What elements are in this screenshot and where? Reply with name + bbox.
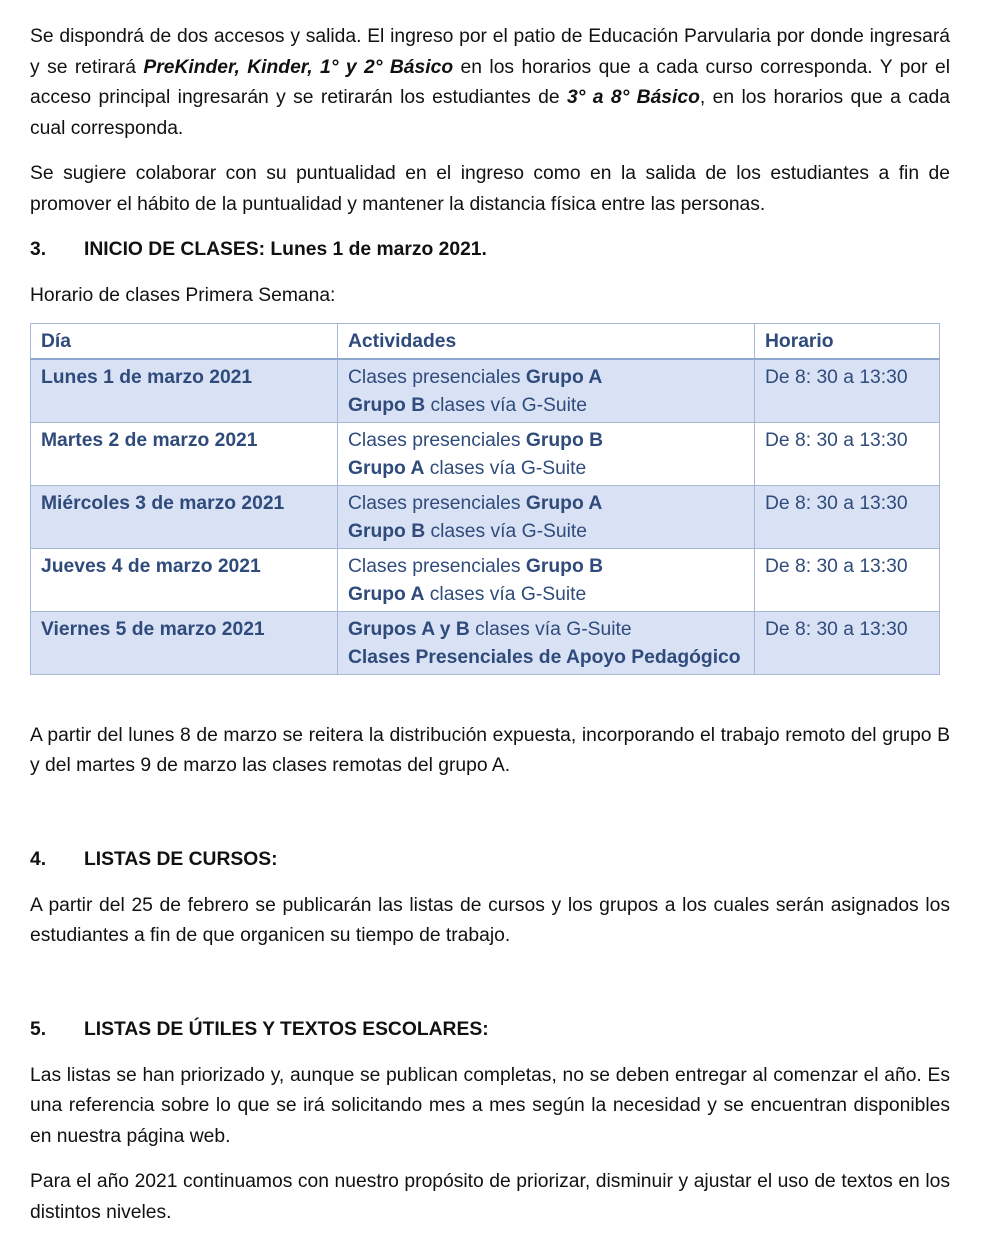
row-time: De 8: 30 a 13:30	[755, 359, 940, 423]
activity-group: Grupo A	[525, 366, 603, 388]
activity-line	[348, 553, 744, 581]
section-5-number: 5.	[30, 1018, 47, 1040]
activity-group: Grupo A	[348, 583, 425, 605]
intro-text-3: , en los horarios que a cada cual corresponda.	[30, 87, 950, 139]
intro-emphasis-levels-1: PreKinder, Kinder, 1° y 2° Básico	[143, 56, 454, 78]
activity-text: clases vía G-Suite	[469, 618, 632, 640]
row-day: Viernes 5 de marzo 2021	[31, 611, 338, 674]
intro-text-1: Se dispondrá de dos accesos y salida. El ingreso por el patio de Educación Parvularia por donde ingresará y se retirará	[30, 26, 950, 78]
section-3-number: 3.	[30, 239, 47, 260]
section-4-paragraph: A partir del 25 de febrero se publicarán las listas de cursos y los grupos a los cuales serán asignados los estudiantes a fin de que organicen su tiempo de trabajo.	[30, 894, 950, 946]
activity-group: Grupo A	[525, 492, 603, 514]
activity-line	[348, 490, 744, 518]
activity-text: Clases presenciales	[348, 492, 526, 514]
activity-group: Grupo B	[348, 394, 426, 416]
row-activities	[338, 359, 755, 423]
row-activities	[338, 548, 755, 611]
table-row	[31, 359, 940, 423]
activity-line	[348, 581, 744, 609]
header-activities: Actividades	[338, 323, 755, 359]
activity-line	[348, 616, 744, 644]
section-3-heading	[30, 235, 950, 265]
table-row	[31, 611, 940, 674]
schedule-table	[30, 323, 940, 675]
row-time: De 8: 30 a 13:30	[755, 422, 940, 485]
activity-text: clases vía G-Suite	[424, 583, 587, 605]
table-row	[31, 422, 940, 485]
row-time: De 8: 30 a 13:30	[755, 611, 940, 674]
section-5-paragraph-2: Para el año 2021 continuamos con nuestro propósito de priorizar, disminuir y ajustar el uso de textos en los distintos niveles.	[30, 1171, 950, 1223]
activity-line	[348, 427, 744, 455]
activity-group: Grupo B	[525, 429, 604, 451]
header-time: Horario	[755, 323, 940, 359]
section-4-number: 4.	[30, 848, 47, 870]
section-4-heading	[30, 845, 950, 875]
row-day: Jueves 4 de marzo 2021	[31, 548, 338, 611]
section-5-title: LISTAS DE ÚTILES Y TEXTOS ESCOLARES:	[84, 1018, 489, 1040]
table-row	[31, 548, 940, 611]
activity-text: clases vía G-Suite	[425, 394, 587, 416]
header-day: Día	[31, 323, 338, 359]
activity-text: clases vía G-Suite	[425, 520, 587, 542]
section-5-heading	[30, 1015, 950, 1045]
document-page	[30, 22, 950, 1228]
activity-group: Grupos A y B	[348, 618, 470, 640]
activity-group: Grupo B	[525, 555, 604, 577]
activity-line	[348, 518, 744, 546]
intro-text-2: en los horarios que a cada curso corresponda. Y por el acceso principal ingresarán y se retirarán los estudiantes de	[30, 56, 950, 108]
intro-emphasis-levels-2: 3° a 8° Básico	[566, 87, 700, 108]
activity-text: Clases presenciales	[348, 429, 526, 451]
row-day: Lunes 1 de marzo 2021	[31, 359, 338, 423]
activity-text: clases vía G-Suite	[424, 457, 587, 479]
section-3-title: INICIO DE CLASES: Lunes 1 de marzo 2021.	[84, 239, 487, 260]
row-day: Martes 2 de marzo 2021	[31, 422, 338, 485]
row-time: De 8: 30 a 13:30	[755, 548, 940, 611]
intro-paragraph-access	[30, 22, 950, 144]
row-activities	[338, 611, 755, 674]
row-activities	[338, 485, 755, 548]
activity-line	[348, 392, 744, 420]
section-4-title: LISTAS DE CURSOS:	[84, 848, 278, 870]
row-day: Miércoles 3 de marzo 2021	[31, 485, 338, 548]
schedule-caption: Horario de clases Primera Semana:	[30, 285, 336, 306]
after-table-paragraph: A partir del lunes 8 de marzo se reitera la distribución expuesta, incorporando el trabajo remoto del grupo B y del martes 9 de marzo las clases remotas del grupo A.	[30, 724, 950, 776]
row-time: De 8: 30 a 13:30	[755, 485, 940, 548]
activity-line	[348, 364, 744, 392]
activity-line	[348, 644, 744, 672]
activity-group: Grupo A	[348, 457, 425, 479]
table-header-row	[31, 323, 940, 359]
table-row	[31, 485, 940, 548]
row-activities	[338, 422, 755, 485]
activity-line	[348, 455, 744, 483]
activity-group: Clases Presenciales de Apoyo Pedagógico	[348, 646, 741, 668]
activity-text: Clases presenciales	[348, 366, 526, 388]
section-5-paragraph-1: Las listas se han priorizado y, aunque se publican completas, no se deben entregar al comenzar el año. Es una referencia sobre lo que se irá solicitando mes a mes según la necesidad y se encuentran disponibles en nuestra página web.	[30, 1064, 950, 1147]
activity-group: Grupo B	[348, 520, 426, 542]
activity-text: Clases presenciales	[348, 555, 526, 577]
intro-paragraph-punctuality: Se sugiere colaborar con su puntualidad en el ingreso como en la salida de los estudiantes a fin de promover el hábito de la puntualidad y mantener la distancia física entre las personas.	[30, 163, 950, 215]
